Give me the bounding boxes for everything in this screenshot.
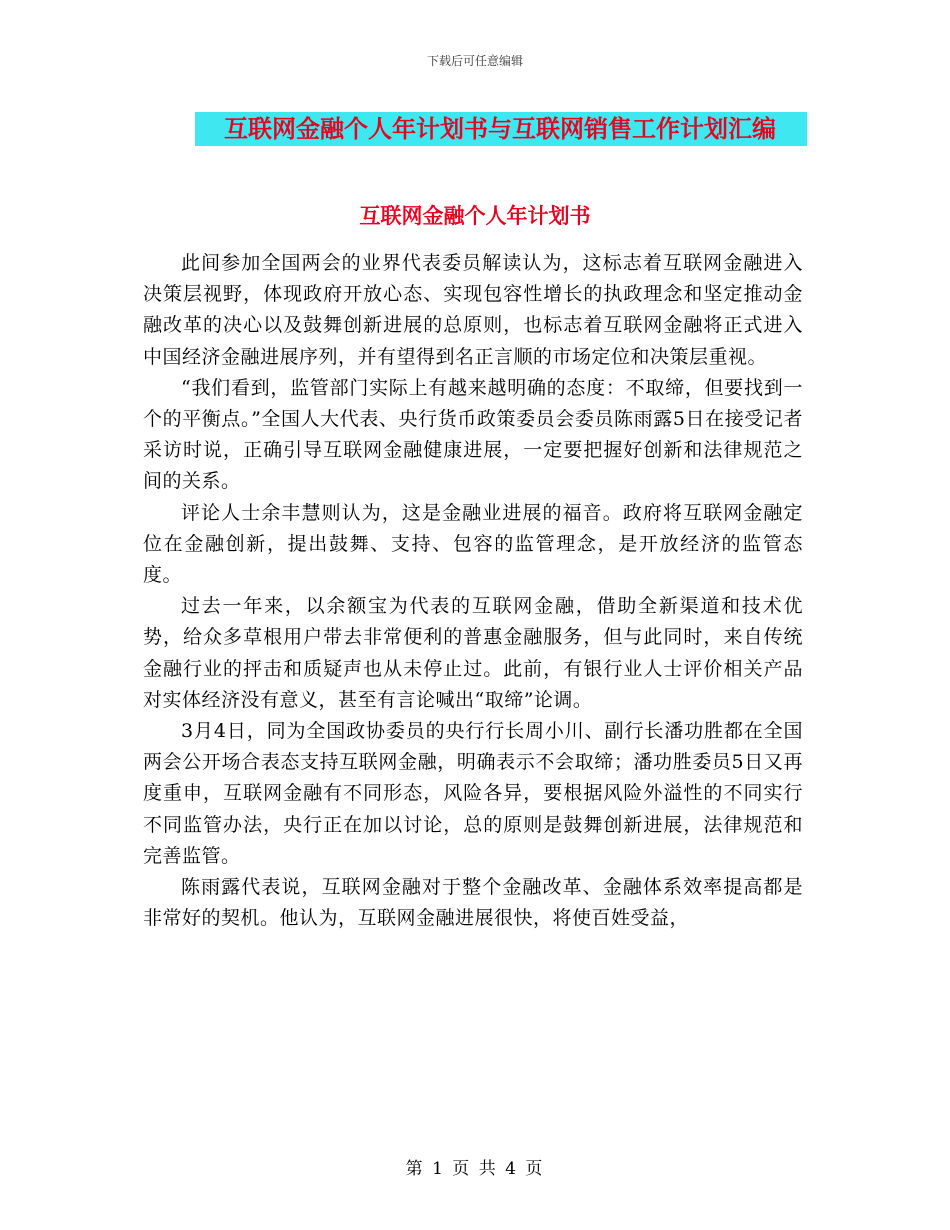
page-number: 第 1 页 共 4 页 [405,1159,545,1179]
section-title: 互联网金融个人年计划书 [359,204,591,228]
paragraph: 评论人士余丰慧则认为，这是金融业进展的福音。政府将互联网金融定位在金融创新，提出鼓舞、支持、包容的监管理念，是开放经济的监管态度。 [143,501,803,587]
paragraph: 此间参加全国两会的业界代表委员解读认为，这标志着互联网金融进入决策层视野，体现政府开放心态、实现包容性增长的执政理念和坚定推动金融改革的决心以及鼓舞创新进展的总原则，也标志着互联网金融将正式进入中国经济金融进展序列，并有望得到名正言顺的市场定位和决策层重视。 [143,252,803,368]
page-header-note: 下载后可任意编辑 [426,54,523,68]
paragraph: “我们看到，监管部门实际上有越来越明确的态度：不取缔，但要找到一个的平衡点。”全国人大代表、央行货币政策委员会委员陈雨露5日在接受记者采访时说，正确引导互联网金融健康进展，一定要把握好创新和法律规范之间的关系。 [143,376,803,493]
paragraph: 过去一年来，以余额宝为代表的互联网金融，借助全新渠道和技术优势，给众多草根用户带去非常便利的普惠金融服务，但与此同时，来自传统金融行业的抨击和质疑声也从未停止过。此前，有银行业人士评价相关产品对实体经济没有意义，甚至有言论喊出“取缔”论调。 [143,595,803,711]
document-main-title: 互联网金融个人年计划书与互联网销售工作计划汇编 [224,115,776,143]
document-body [143,248,803,934]
paragraph: 3月4日，同为全国政协委员的央行行长周小川、副行长潘功胜都在全国两会公开场合表态支持互联网金融，明确表示不会取缔；潘功胜委员5日又再度重申，互联网金融有不同形态，风险各异，要根据风险外溢性的不同实行不同监管办法，央行正在加以讨论，总的原则是鼓舞创新进展，法律规范和完善监管。 [143,720,803,867]
paragraph: 陈雨露代表说，互联网金融对于整个金融改革、金融体系效率提高都是非常好的契机。他认为，互联网金融进展很快，将使百姓受益， [143,876,803,930]
